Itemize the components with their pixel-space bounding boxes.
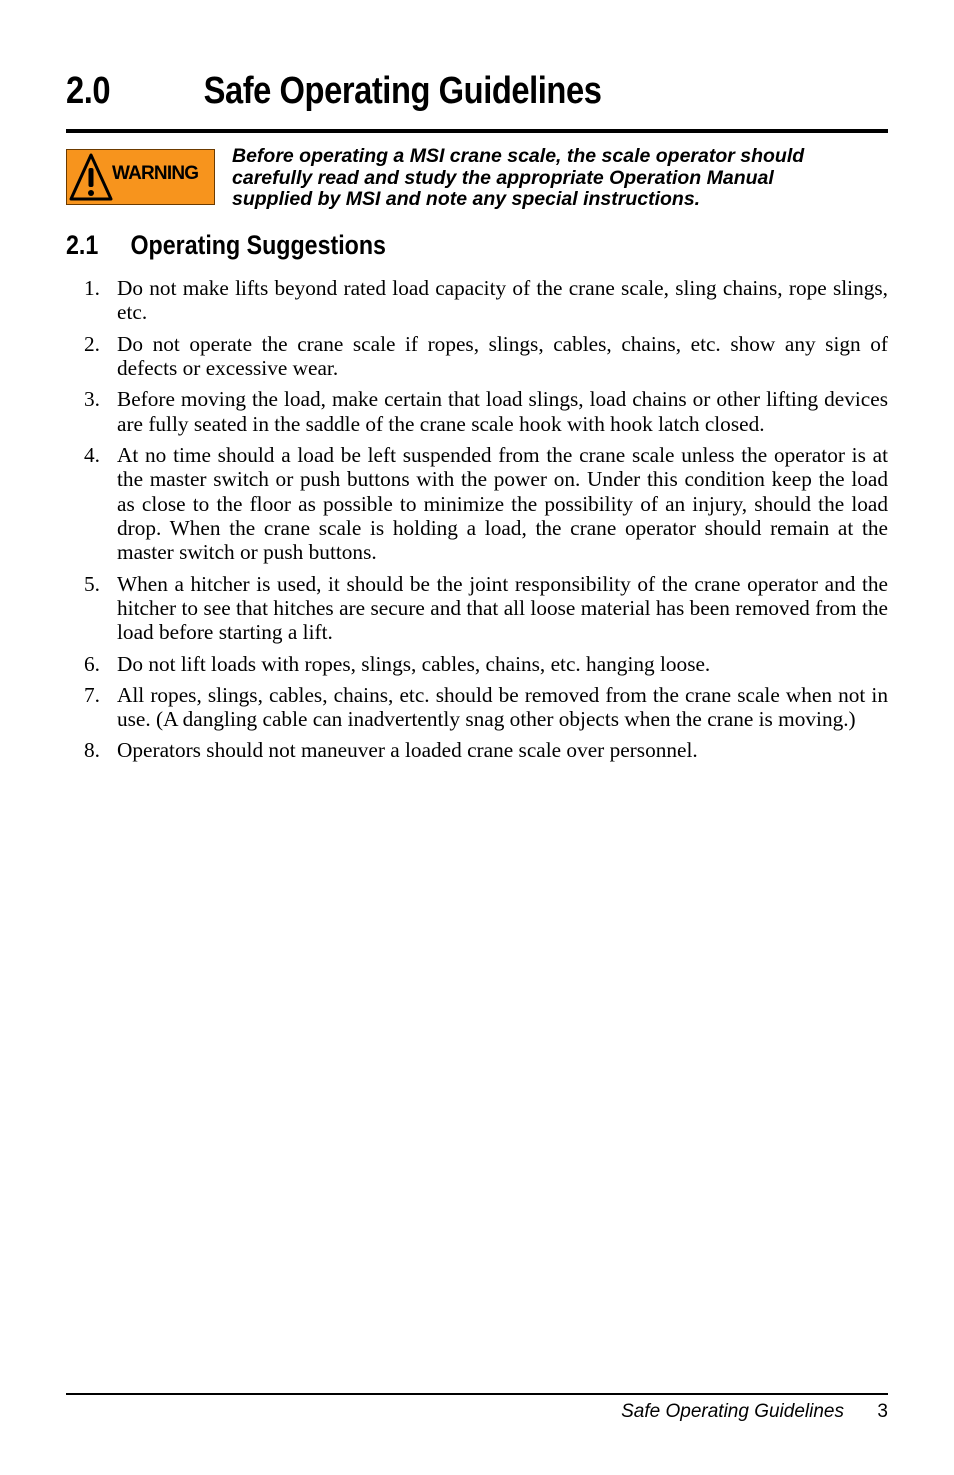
item-text: Do not lift loads with ropes, slings, cables, chains, etc. hanging loose.: [117, 651, 711, 676]
item-text: Before moving the load, make certain that load slings, load chains or other lifting devices are fully seated in the saddle of the crane scale hook with hook latch closed.: [117, 387, 888, 436]
section-number: 2.1: [66, 230, 99, 260]
list-item: [84, 387, 888, 436]
warning-line: supplied by MSI and note any special instructions.: [232, 188, 701, 210]
warning-label: WARNING: [112, 163, 199, 184]
heading-number: 2.0: [66, 70, 111, 112]
list-item: [84, 332, 888, 381]
warning-line: carefully read and study the appropriate Operation Manual: [232, 166, 774, 189]
warning-triangle-icon: [69, 152, 113, 202]
section-heading: [66, 230, 386, 264]
item-number: 7.: [84, 682, 100, 707]
heading-rule: [66, 129, 888, 133]
item-text: Do not make lifts beyond rated load capacity of the crane scale, sling chains, rope slings, etc.: [117, 276, 888, 325]
item-text: At no time should a load be left suspended from the crane scale unless the operator is at the master switch or push buttons with the power on. Under this condition keep the load as close to the floor as possible to minimize the possibility of an injury, should the load drop. When the crane scale is holding a load, the crane operator should remain at the master switch or push buttons.: [117, 442, 888, 565]
item-number: 8.: [84, 738, 100, 763]
item-number: 2.: [84, 331, 100, 356]
item-text: All ropes, slings, cables, chains, etc. should be removed from the crane scale when not in use. (A dangling cable can inadvertently snag other objects when the crane is moving.): [117, 682, 888, 732]
list-item: [84, 276, 888, 325]
item-number: 6.: [84, 651, 100, 676]
warning-text: [232, 146, 892, 211]
list-item: [84, 572, 888, 645]
warning-line: Before operating a MSI crane scale, the scale operator should: [232, 145, 805, 167]
list-item: [84, 652, 888, 676]
warning-badge: [66, 149, 215, 205]
suggestions-list: [84, 276, 888, 770]
item-number: 5.: [84, 571, 100, 596]
page-number: 3: [877, 1401, 888, 1422]
section-title: Operating Suggestions: [130, 230, 386, 260]
item-text: When a hitcher is used, it should be the joint responsibility of the crane operator and the hitcher to see that hitches are secure and that all loose material has been removed from the load before starting a lift.: [117, 571, 888, 645]
list-item: [84, 738, 888, 762]
list-item: [84, 443, 888, 565]
page-heading: [66, 70, 773, 126]
heading-title: Safe Operating Guidelines: [203, 70, 602, 112]
item-number: 4.: [84, 442, 100, 467]
footer-title: Safe Operating Guidelines: [621, 1401, 844, 1422]
footer-rule: [66, 1393, 888, 1395]
item-text: Operators should not maneuver a loaded crane scale over personnel.: [117, 738, 698, 763]
list-item: [84, 683, 888, 732]
item-number: 3.: [84, 387, 100, 412]
item-number: 1.: [84, 276, 100, 300]
item-text: Do not operate the crane scale if ropes, slings, cables, chains, etc. show any sign of defects or excessive wear.: [117, 331, 888, 381]
